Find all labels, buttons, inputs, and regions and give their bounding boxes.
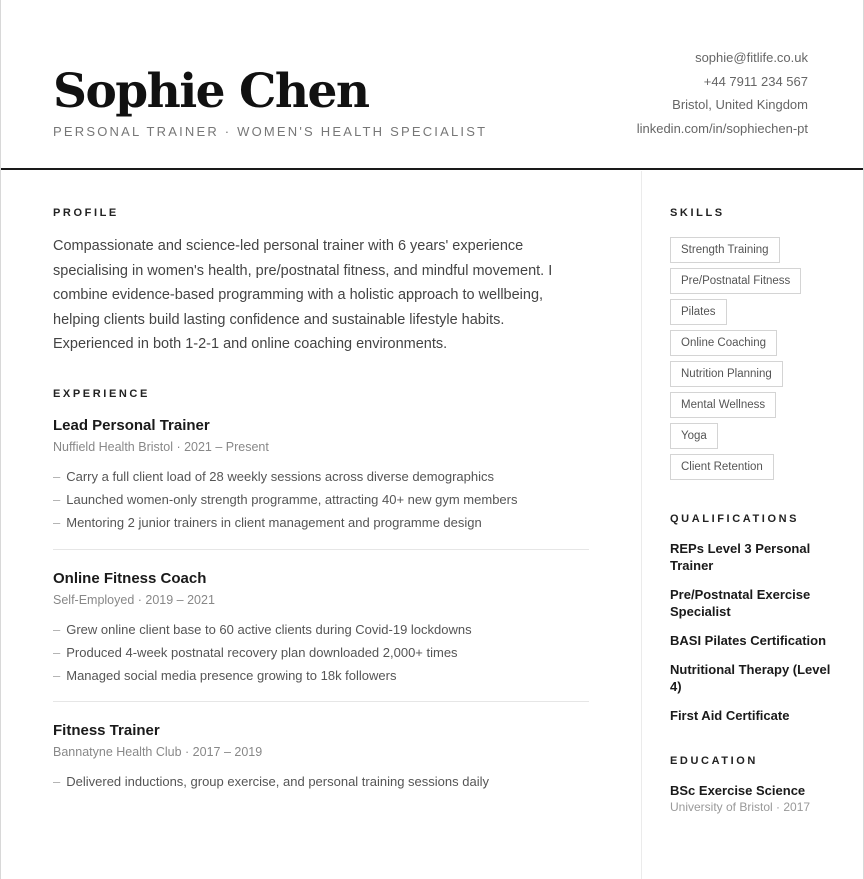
education-entry — [670, 782, 860, 815]
profile-text: Compassionate and science-led personal trainer with 6 years' experience specialising in women's health, pre/postnatal fitness, and mindful movement. I combine evidence-based programming with a holistic approach to wellbeing, helping clients build lasting confidence and sustainable lifestyle habits. Experienced in both 1-2-1 and online coaching environments. — [53, 238, 553, 353]
job-bullets — [53, 770, 589, 793]
job-divider — [53, 701, 589, 702]
skill-tag: Client Retention — [670, 454, 774, 480]
qualification-item: Pre/Postnatal Exercise Specialist — [670, 587, 811, 619]
skill-tag: Pilates — [670, 299, 727, 325]
sidebar-divider — [641, 171, 642, 879]
job-bullets — [53, 618, 589, 687]
contact-block — [637, 46, 808, 140]
candidate-name: Sophie Chen — [53, 64, 369, 119]
contact-phone: +44 7911 234 567 — [703, 73, 808, 89]
skill-tag: Nutrition Planning — [670, 361, 783, 387]
job-meta: Nuffield Health Bristol · 2021 – Present — [53, 440, 269, 454]
job-bullet: – Carry a full client load of 28 weekly sessions across diverse demographics — [53, 469, 494, 484]
education-heading: EDUCATION — [670, 755, 758, 767]
qualification-item: Nutritional Therapy (Level 4) — [670, 662, 831, 694]
profile-heading: PROFILE — [53, 207, 119, 219]
job-title: Fitness Trainer — [53, 722, 160, 739]
job-entry — [53, 569, 589, 687]
qualification-item: BASI Pilates Certification — [670, 633, 827, 648]
candidate-subtitle: PERSONAL TRAINER · WOMEN'S HEALTH SPECIALIST — [53, 124, 488, 139]
experience-heading: EXPERIENCE — [53, 388, 150, 400]
skills-list — [670, 237, 801, 485]
skill-tag: Pre/Postnatal Fitness — [670, 268, 801, 294]
job-title: Lead Personal Trainer — [53, 417, 210, 434]
job-bullet: – Launched women-only strength programme, attracting 40+ new gym members — [53, 492, 518, 507]
job-bullet: – Grew online client base to 60 active clients during Covid-19 lockdowns — [53, 622, 472, 637]
job-bullet: – Managed social media presence growing to 18k followers — [53, 668, 397, 683]
contact-email[interactable]: sophie@fitlife.co.uk — [695, 50, 808, 65]
education-degree: BSc Exercise Science — [670, 783, 806, 798]
qualifications-list — [670, 540, 840, 736]
job-meta: Bannatyne Health Club · 2017 – 2019 — [53, 745, 263, 759]
education-school: University of Bristol · 2017 — [670, 800, 811, 814]
job-title: Online Fitness Coach — [53, 570, 207, 587]
skills-heading: SKILLS — [670, 207, 725, 219]
job-bullet: – Delivered inductions, group exercise, and personal training sessions daily — [53, 774, 489, 789]
resume-header — [1, 0, 863, 170]
skill-tag: Yoga — [670, 423, 718, 449]
skill-tag: Strength Training — [670, 237, 780, 263]
job-bullet: – Produced 4-week postnatal recovery plan downloaded 2,000+ times — [53, 645, 458, 660]
contact-linkedin[interactable]: linkedin.com/in/sophiechen-pt — [636, 120, 808, 136]
qualification-item: First Aid Certificate — [670, 708, 790, 723]
skill-tag: Mental Wellness — [670, 392, 776, 418]
job-bullet: – Mentoring 2 junior trainers in client management and programme design — [53, 515, 482, 530]
job-meta: Self-Employed · 2019 – 2021 — [53, 593, 215, 607]
job-entry — [53, 416, 589, 534]
skill-tag: Online Coaching — [670, 330, 777, 356]
job-divider — [53, 549, 589, 550]
job-bullets — [53, 465, 589, 534]
job-entry — [53, 721, 589, 793]
qualifications-heading: QUALIFICATIONS — [670, 513, 800, 525]
qualification-item: REPs Level 3 Personal Trainer — [670, 541, 811, 573]
contact-location: Bristol, United Kingdom — [672, 97, 808, 112]
